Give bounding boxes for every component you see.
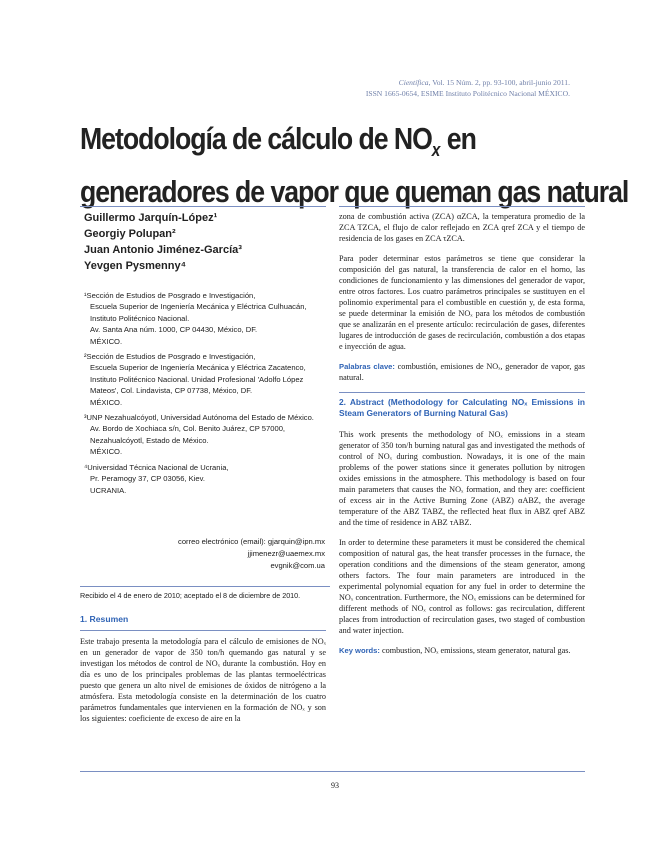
- abstract-paragraph: In order to determine these parameters it must be considered the chemical composition of natural gas, the heat transfer processes in the furnace, the operation conditions and the dimensions of the steam generator, among others factors. The four main parameters are introduced in the experimental polynomial equation for any fuel in order to determine the NOₓ concentration. Furthermore, the NOₓ emissions can be determined for different methods of NOₓ control as follows: gas recirculation, different places from introduction of recirculation gases, two staged of combustion and water injection.: [339, 538, 585, 635]
- divider: [80, 206, 326, 207]
- affiliation-line: Instituto Politécnico Nacional.: [90, 313, 190, 323]
- affiliation-line: Av. Bordo de Xochiaca s/n, Col. Benito Juárez, CP 57000,: [90, 424, 286, 434]
- keywords-label: Key words:: [339, 646, 380, 655]
- right-column: [339, 211, 585, 665]
- section-heading-resumen: 1. Resumen: [80, 614, 129, 624]
- keywords: [339, 645, 585, 656]
- affiliation-4: [84, 462, 334, 496]
- affiliation-line: ³UNP Nezahualcóyotl, Universidad Autónoma del Estado de México.: [84, 413, 314, 423]
- affiliation-line: MÉXICO.: [90, 447, 123, 457]
- author-name: Georgiy Polupan²: [84, 228, 176, 240]
- body-paragraph: zona de combustión activa (ZCA) αZCA, la temperatura promedio de la ZCA TZCA, el flujo de calor reflejado en ZCA qref ZCA y el tiempo de residencia de los gases en ZCA τZCA.: [339, 212, 585, 243]
- affiliation-line: Escuela Superior de Ingeniería Mecánica y Eléctrica Zacatenco,: [90, 363, 306, 373]
- affiliation-2: [84, 351, 334, 408]
- article-title: [80, 118, 629, 213]
- author-name: Juan Antonio Jiménez-García³: [84, 244, 242, 256]
- title-text: Metodología de cálculo de NO: [80, 121, 432, 156]
- affiliation-line: Escuela Superior de Ingeniería Mecánica y Eléctrica Culhuacán,: [90, 302, 307, 312]
- palabras-clave-label: Palabras clave:: [339, 362, 395, 371]
- contact-emails: [100, 536, 325, 572]
- title-subscript: x: [431, 140, 441, 161]
- author-name: Guillermo Jarquín-López¹: [84, 212, 218, 224]
- affiliation-line: Mateos', Col. Lindavista, CP 07738, México, DF.: [90, 386, 253, 396]
- title-line-2: generadores de vapor que queman gas natural: [80, 174, 629, 210]
- affiliation-line: ⁴Universidad Técnica Nacional de Ucrania,: [84, 462, 229, 472]
- affiliation-line: MÉXICO.: [90, 336, 123, 346]
- citation-text: , Vol. 15 Núm. 2, pp. 93-100, abril-junio 2011.: [428, 78, 570, 87]
- affiliation-3: [84, 412, 334, 458]
- affiliation-line: ²Sección de Estudios de Posgrado e Investigación,: [84, 352, 256, 362]
- section-heading-abstract: 2. Abstract (Methodology for Calculating NOₓ Emissions in Steam Generators of Burning Natural Gas): [339, 392, 585, 419]
- divider: [339, 206, 585, 207]
- abstract-paragraph: This work presents the methodology of NOₓ emissions in a steam generator of 350 ton/h burning natural gas and investigated the methods of control of NOₓ during combustion. Nowadays, it is one of the main problems of the power stations since it generates pollution by nitrogen oxides emissions in the atmosphere. This methodology is based on four main parameters that causes the NOₓ formation, and they are: coefficient of excess air in the Active Burning Zone (ABZ) αABZ, the average temperature of the ABZ TABZ, the reflected heat flux in ABZ qref ABZ and the time of residence in ABZ τABZ.: [339, 430, 585, 527]
- resumen-paragraph: Este trabajo presenta la metodología para el cálculo de emisiones de NOₓ en un generador de vapor de 350 ton/h quemando gas natural y se investigan los métodos de control de NOₓ durante la combustión. Hoy en día es uno de los principales problemas de las plantas termoeléctricas puesto que genera un alto nivel de emisiones de óxidos de nitrógeno a la atmósfera. Esta metodología consiste en la determinación de los cuatro parámetros fundamentales que intervienen en la formación de NOₓ y son los siguientes: coeficiente de exceso de aire en la: [80, 637, 326, 723]
- affiliation-line: UCRANIA.: [90, 485, 127, 495]
- divider: [80, 630, 326, 631]
- affiliation-line: Instituto Politécnico Nacional. Unidad Profesional 'Adolfo López: [90, 374, 304, 384]
- title-line-1: [80, 118, 527, 171]
- email: correo electrónico (email): gjarquin@ipn.mx: [178, 537, 325, 546]
- affiliation-line: Av. Santa Ana núm. 1000, CP 04430, México, DF.: [90, 325, 258, 335]
- page-number: 93: [331, 781, 339, 790]
- palabras-clave-text: combustión, emisiones de NOₓ, generador de vapor, gas natural.: [339, 362, 585, 382]
- email: jjimenezr@uaemex.mx: [247, 549, 325, 558]
- affiliation-1: [84, 290, 334, 347]
- author-name: Yevgen Pysmenny⁴: [84, 260, 187, 272]
- journal-name: Científica: [398, 78, 429, 87]
- palabras-clave: [339, 361, 585, 383]
- journal-header: [330, 77, 570, 99]
- resumen-body: [80, 636, 326, 733]
- title-text-end: en: [440, 121, 476, 156]
- journal-citation: [330, 77, 570, 88]
- keywords-text: combustion, NOₓ emissions, steam generator, natural gas.: [379, 646, 571, 655]
- journal-issn: ISSN 1665-0654, ESIME Instituto Politécnico Nacional MÉXICO.: [365, 89, 570, 98]
- body-paragraph: Para poder determinar estos parámetros se tiene que considerar la composición del gas natural, la transferencia de calor en el horno, las condiciones de funcionamiento y las dimensiones del generador de vapor, entre otros factores. Los cuatro parámetros principales se sustituyen en el polinomio experimental para el combustible en cuestión y, de esta forma, se puede determinar la emisión de NOₓ para los métodos de combustión que se analizarán en el presente artículo: recirculación de gases, diferentes lugares de introducción de gases de recirculación, combustión a dos etapas e inyección de agua.: [339, 254, 585, 351]
- affiliation-line: MÉXICO.: [90, 397, 123, 407]
- affiliation-line: ¹Sección de Estudios de Posgrado e Investigación,: [84, 291, 256, 300]
- author-list: [84, 210, 324, 274]
- affiliation-line: Pr. Peramogy 37, CP 03056, Kiev.: [90, 474, 205, 484]
- email: evgnik@com.ua: [270, 561, 325, 570]
- received-date: Recibido el 4 de enero de 2010; aceptado el 8 de diciembre de 2010.: [80, 586, 330, 601]
- affiliations: [84, 290, 334, 500]
- footer-divider: [80, 771, 585, 772]
- affiliation-line: Nezahualcóyotl, Estado de México.: [90, 435, 209, 445]
